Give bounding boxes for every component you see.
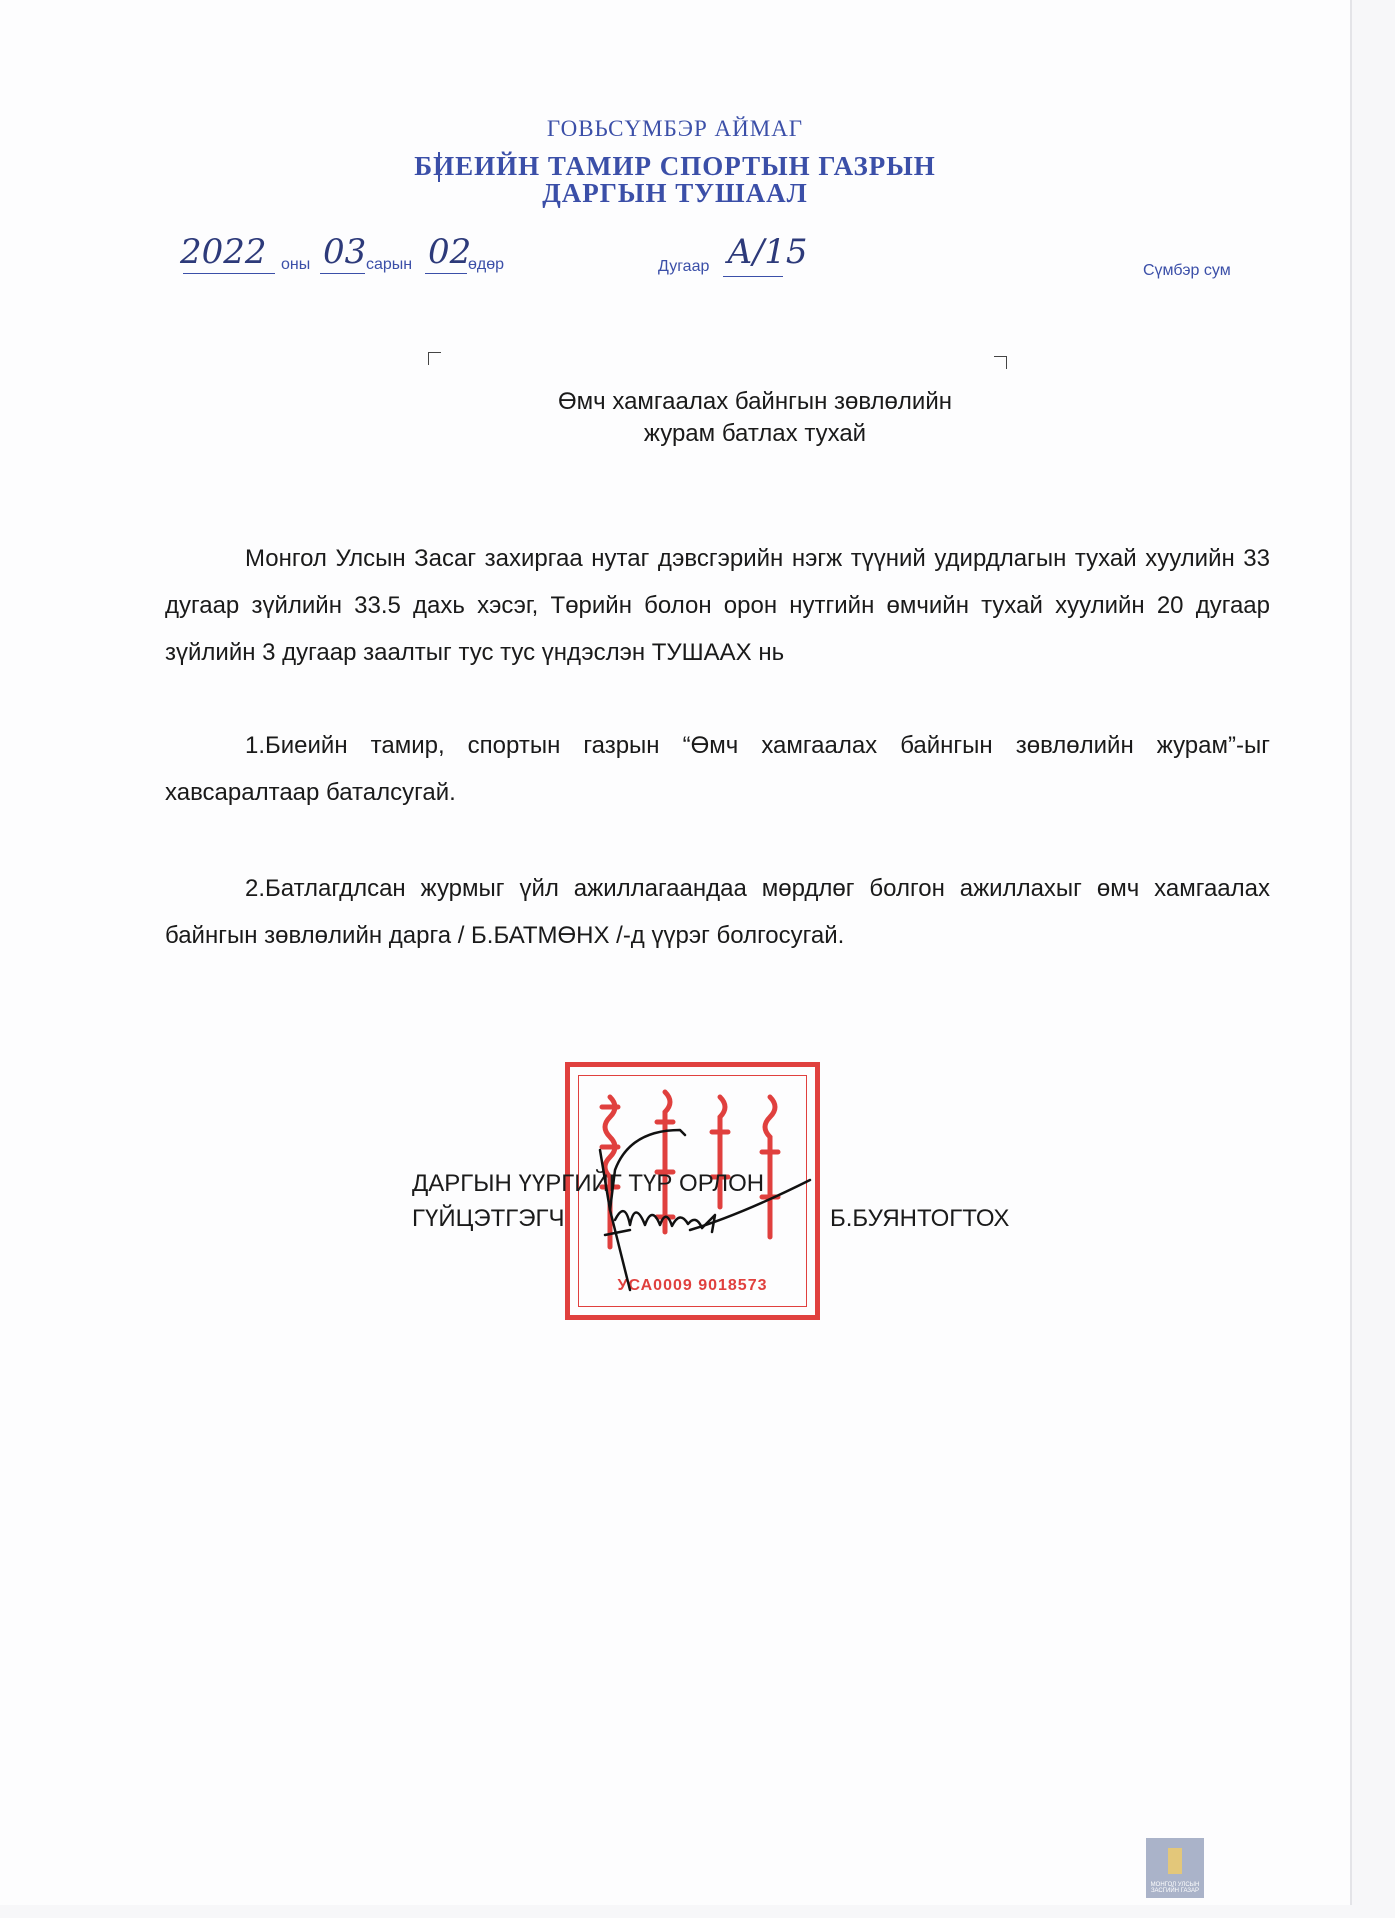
year-label: оны [281, 256, 311, 273]
item-2-text: 2.Батлагдлсан журмыг үйл ажиллагаандаа мөрдлөг болгон ажиллахыг өмч хамгаалах байнгын зөвлөлийн дарга / Б.БАТМӨНХ /-д үүрэг болгосугай. [165, 875, 1270, 949]
handwritten-day: 02 [428, 232, 472, 272]
signatory-position-line2: ГҮЙЦЭТГЭГЧ [412, 1205, 565, 1232]
stamp-number: УСА0009 9018573 [617, 1277, 768, 1294]
preamble-paragraph [165, 535, 1270, 676]
subject-title-line1: Өмч хамгаалах байнгын зөвлөлийн [558, 388, 952, 415]
title-corner-right [994, 356, 1007, 369]
item-2-paragraph [165, 865, 1270, 959]
emblem-text: МОНГОЛ УЛСЫН ЗАСГИЙН ГАЗАР [1150, 1882, 1200, 1894]
year-underline [183, 273, 275, 274]
item-1-text: 1.Биеийн тамир, спортын газрын “Өмч хамгаалах байнгын зөвлөлийн журам”-ыг хавсаралтаар баталсугай. [165, 732, 1270, 806]
month-label: сарын [366, 256, 413, 273]
signatory-position-line1: ДАРГЫН ҮҮРГИЙГ ТҮР ОРЛОН [412, 1170, 765, 1197]
month-underline [320, 273, 365, 274]
subject-title-line2: журам батлах тухай [643, 420, 867, 447]
item-1-paragraph [165, 722, 1270, 816]
title-corner-left [428, 352, 441, 365]
organization-name: БИЕИЙН ТАМИР СПОРТЫН ГАЗРЫН [414, 151, 936, 181]
government-emblem [1146, 1838, 1204, 1898]
place-name: Сүмбэр сум [1143, 262, 1231, 279]
number-label: Дугаар [658, 258, 710, 275]
signatory-name: Б.БУЯНТОГТОХ [830, 1205, 1010, 1232]
soyombo-icon [1168, 1848, 1182, 1874]
handwritten-month: 03 [323, 232, 367, 272]
handwritten-number: А/15 [727, 232, 808, 272]
document-type: ДАРГЫН ТУШААЛ [542, 178, 808, 208]
handwritten-year: 2022 [180, 232, 267, 272]
preamble-text: Монгол Улсын Засаг захиргаа нутаг дэвсгэрийн нэгж түүний удирдлагын тухай хуулийн 33 дугаар зүйлийн 33.5 дахь хэсэг, Төрийн болон орон нутгийн өмчийн тухай хуулийн 20 дугаар зүйлийн 3 дугаар заалтыг тус тус үндэслэн ТУШААХ нь [165, 545, 1270, 666]
aimag-name: ГОВЬСҮМБЭР АЙМАГ [546, 116, 804, 141]
day-label: өдөр [468, 256, 505, 273]
handwritten-signature-icon [570, 1110, 830, 1310]
number-underline [723, 276, 783, 277]
day-underline [425, 273, 467, 274]
